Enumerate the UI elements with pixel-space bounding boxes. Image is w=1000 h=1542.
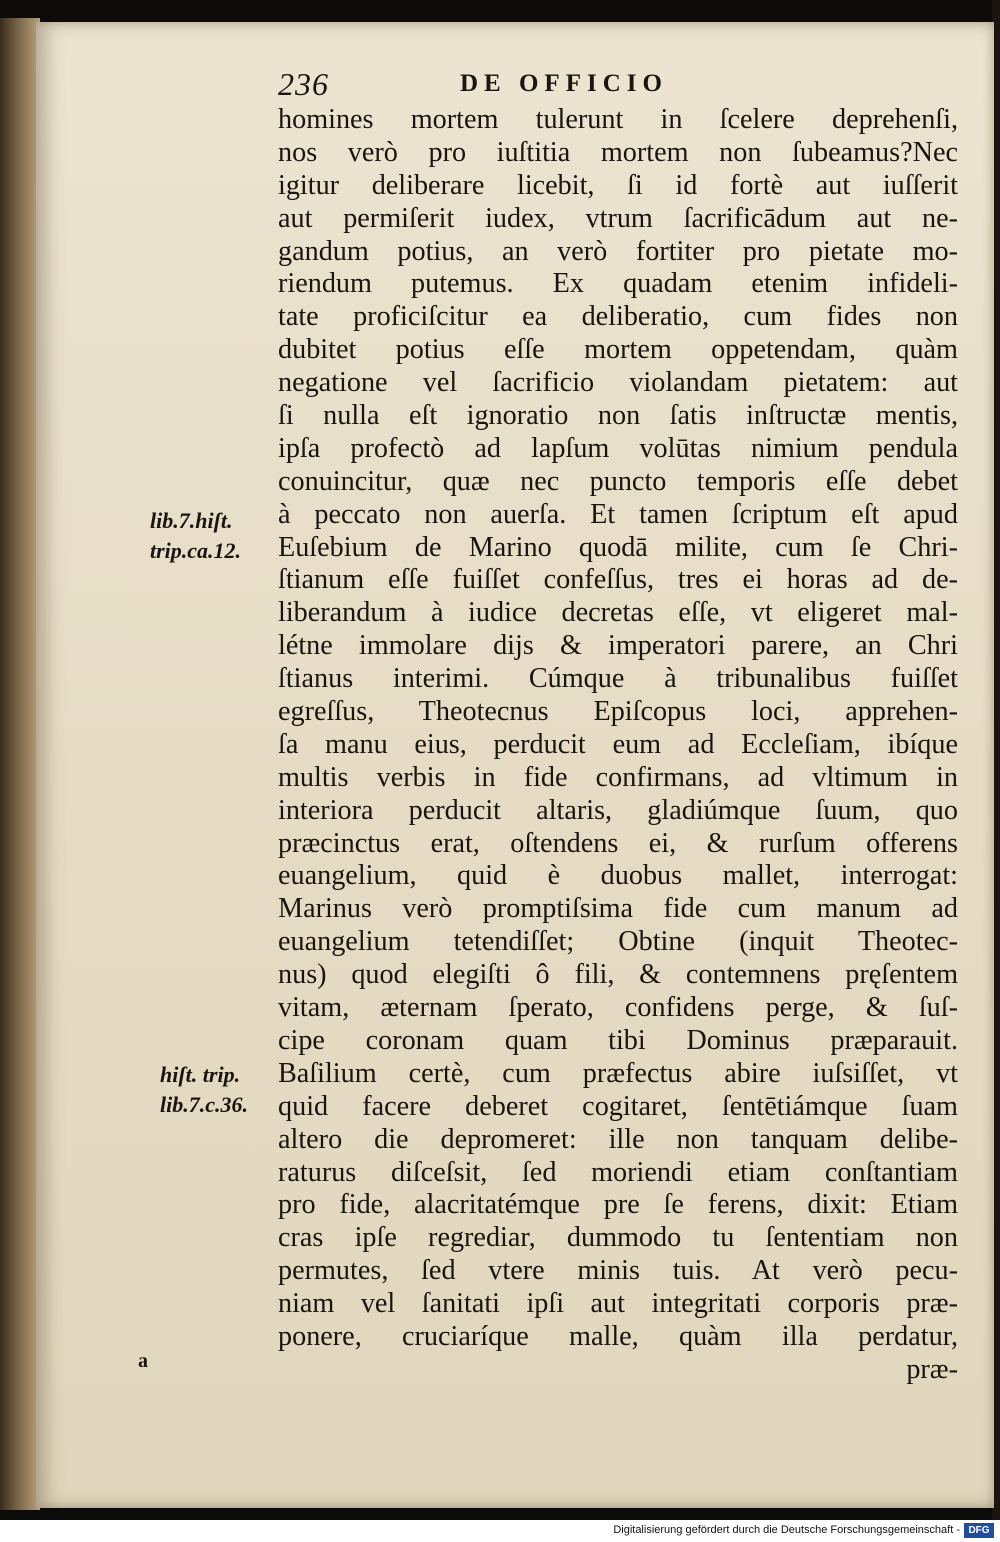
text-line: ipſa profectò ad lapſum volūtas nimium pendula <box>278 432 958 464</box>
text-line: liberandum à iudice decretas eſſe, vt eligeret mal- <box>278 597 958 629</box>
text-line: cras ipſe regrediar, dummodo tu ſententiam non <box>278 1222 958 1254</box>
text-line: ſtianus interimi. Cúmque à tribunalibus fuiſſet <box>278 663 958 695</box>
text-line: riendum putemus. Ex quadam etenim infideli- <box>278 268 958 300</box>
margin-note-reference <box>150 506 241 566</box>
text-line: egreſſus, Theotecnus Epiſcopus loci, apprehen- <box>278 696 958 728</box>
text-line: præcinctus erat, oſtendens ei, & rurſum offerens <box>278 827 958 859</box>
text-line: interiora perducit altaris, gladiúmque ſuum, quo <box>278 794 958 826</box>
dfg-logo: DFG <box>964 1523 994 1538</box>
text-line: multis verbis in fide confirmans, ad vltimum in <box>278 761 958 793</box>
margin-note-line: lib.7.hiſt. <box>150 508 233 533</box>
margin-note-reference <box>160 1060 248 1120</box>
catchword: præ- <box>906 1353 958 1385</box>
margin-note-line: lib.7.c.36. <box>160 1092 248 1117</box>
page-header <box>278 60 958 100</box>
text-line: ſi nulla eſt ignoratio non ſatis inſtructæ mentis, <box>278 400 958 432</box>
text-line: ponere, cruciaríque malle, quàm illa perdatur, <box>278 1320 958 1352</box>
text-line: euangelium, quid è duobus mallet, interrogat: <box>278 860 958 892</box>
text-line: negatione vel ſacrificio violandam pietatem: aut <box>278 367 958 399</box>
text-line: dubitet potius eſſe mortem oppetendam, quàm <box>278 334 958 366</box>
text-line: euangelium tetendiſſet; Obtine (inquit Theotec- <box>278 926 958 958</box>
text-line: altero die depromeret: ille non tanquam delibe- <box>278 1123 958 1155</box>
page-number: 236 <box>278 66 329 102</box>
body-text <box>278 104 958 1387</box>
book-spine-edge <box>0 18 40 1510</box>
text-line: létne immolare dijs & imperatori parere, an Chri <box>278 630 958 662</box>
text-line: ſa manu eius, perducit eum ad Eccleſiam, ibíque <box>278 728 958 760</box>
text-line: tate proficiſcitur ea deliberatio, cum fides non <box>278 301 958 333</box>
text-line: ſtianum eſſe fuiſſet confeſſus, tres ei horas ad de- <box>278 564 958 596</box>
margin-note-line: hiſt. trip. <box>160 1062 241 1087</box>
text-line: pro fide, alacritatémque pre ſe ferens, dixit: Etiam <box>278 1189 958 1221</box>
text-line: nus) quod elegiſti ô fili, & contemnens pręſentem <box>278 959 958 991</box>
footer-credit: Digitalisierung gefördert durch die Deutsche Forschungsgemeinschaft - <box>613 1524 960 1536</box>
text-line: igitur deliberare licebit, ſi id fortè aut iuſſerit <box>278 169 958 201</box>
signature-mark: a <box>138 1350 148 1372</box>
text-line: à peccato non auerſa. Et tamen ſcriptum eſt apud <box>278 498 958 530</box>
text-line: cipe coronam quam tibi Dominus præparauit. <box>278 1024 958 1056</box>
text-line: homines mortem tulerunt in ſcelere deprehenſi, <box>278 104 958 135</box>
text-line: aut permiſerit iudex, vtrum ſacrificādum aut ne- <box>278 202 958 234</box>
digitization-footer <box>0 1520 1000 1542</box>
text-line: nos verò pro iuſtitia mortem non ſubeamus?Nec <box>278 136 958 168</box>
text-line: Euſebium de Marino quodā milite, cum ſe Chri- <box>278 531 958 563</box>
running-head: DE OFFICIO <box>460 70 668 97</box>
text-line: gandum potius, an verò fortiter pro pietate mo- <box>278 235 958 267</box>
text-line: Marinus verò promptiſsima fide cum manum ad <box>278 893 958 925</box>
text-line: raturus diſceſsit, ſed moriendi etiam conſtantiam <box>278 1156 958 1188</box>
text-line: conuincitur, quæ nec puncto temporis eſſe debet <box>278 465 958 497</box>
margin-note-line: trip.ca.12. <box>150 538 242 563</box>
text-line: niam vel ſanitati ipſi aut integritati corporis præ- <box>278 1288 958 1320</box>
text-line: vitam, æternam ſperato, confidens perge, & ſuſ- <box>278 992 958 1024</box>
text-line: quid facere deberet cogitaret, ſentētiámque ſuam <box>278 1090 958 1122</box>
text-line: permutes, ſed vtere minis tuis. At verò pecu- <box>278 1255 958 1287</box>
text-line: Baſilium certè, cum præfectus abire iuſsiſſet, vt <box>278 1057 958 1089</box>
